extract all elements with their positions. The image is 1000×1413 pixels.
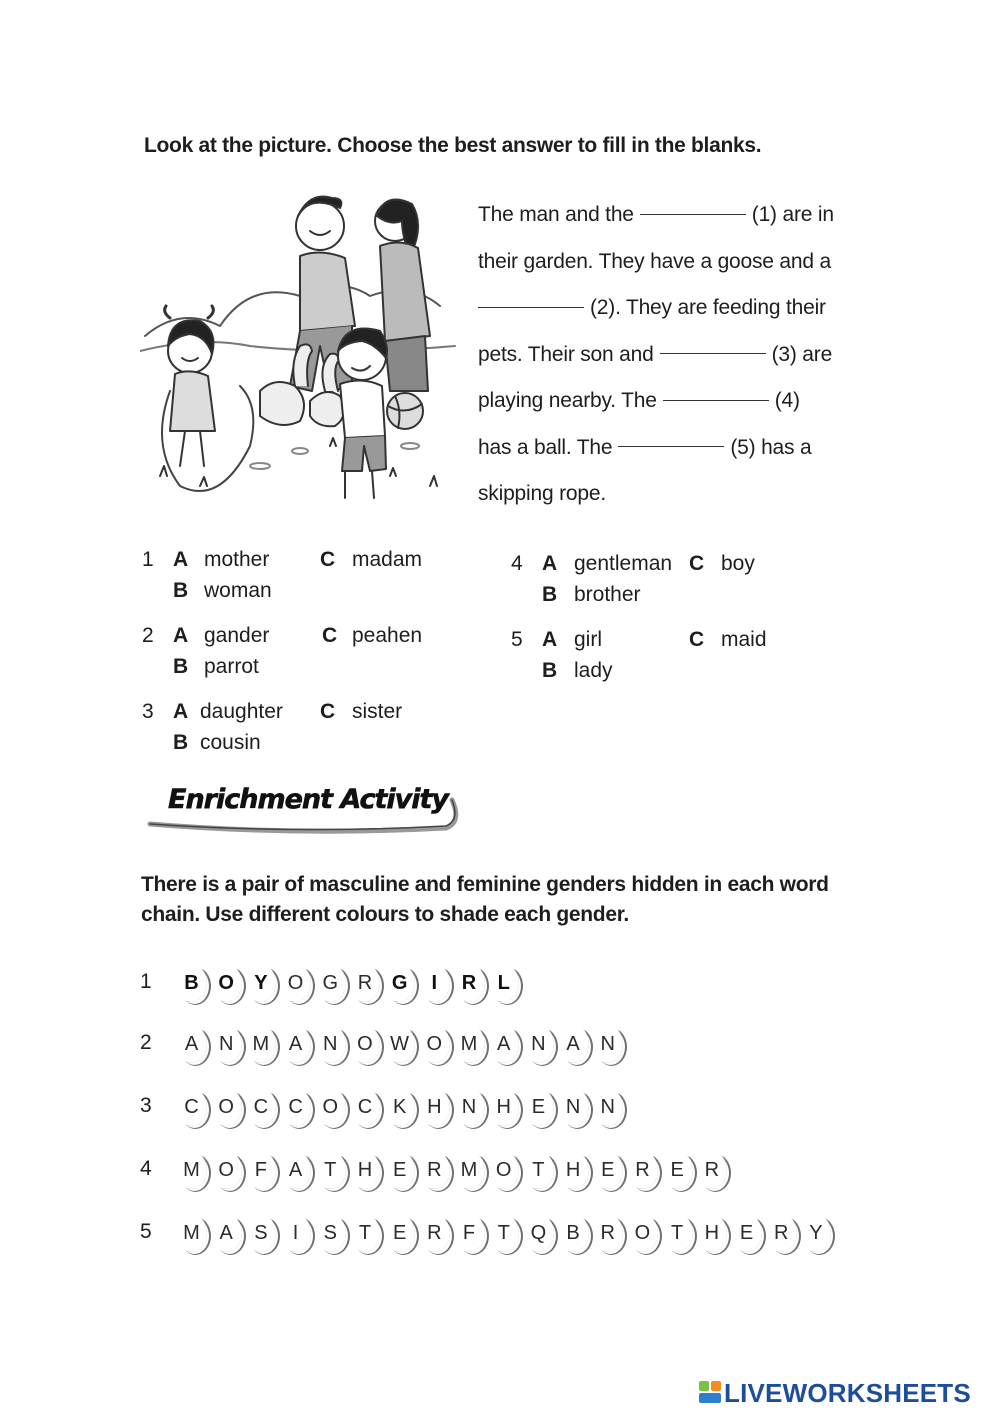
chain-2-letter-7[interactable]: W (384, 1025, 415, 1063)
option-4b[interactable]: brother (574, 583, 641, 606)
chain-5-letter-1[interactable]: M (176, 1214, 207, 1252)
chain-1-letter-4[interactable]: O (280, 964, 311, 1002)
option-4a[interactable]: gentleman (574, 552, 673, 575)
chain-3-letter-6[interactable]: C (349, 1088, 380, 1126)
chain-4-letter-15[interactable]: E (662, 1151, 693, 1189)
chain-4-letter-9[interactable]: M (454, 1151, 485, 1189)
passage-line-5: playing nearby. The (4) (478, 389, 800, 412)
option-3b[interactable]: cousin (200, 731, 261, 754)
chain-5-letter-15[interactable]: T (662, 1214, 693, 1252)
story-passage (478, 192, 878, 518)
chain-1-letter-9[interactable]: R (454, 964, 485, 1002)
chain-5-letter-18[interactable]: R (766, 1214, 797, 1252)
option-2b[interactable]: parrot (204, 655, 259, 678)
chain-4-letter-16[interactable]: R (696, 1151, 727, 1189)
chain-2-letter-11[interactable]: N (523, 1025, 554, 1063)
chain-4-letter-2[interactable]: O (211, 1151, 242, 1189)
blank-2[interactable] (478, 307, 584, 308)
family-garden-illustration (140, 186, 460, 516)
option-5c[interactable]: maid (721, 628, 767, 651)
passage-line-6: has a ball. The (5) has a (478, 435, 812, 459)
chain-5-letter-4[interactable]: I (280, 1214, 311, 1252)
blank-5[interactable] (618, 446, 724, 447)
chain-5-letter-8[interactable]: R (419, 1214, 450, 1252)
chain-4-letter-6[interactable]: H (349, 1151, 380, 1189)
chain-5-letter-14[interactable]: O (627, 1214, 658, 1252)
question-1: 1 A mother C madam B woman (142, 544, 462, 606)
chain-2-letter-9[interactable]: M (454, 1025, 485, 1063)
liveworksheets-logo-text: LIVEWORKSHEETS (724, 1378, 971, 1408)
instruction-text: Look at the picture. Choose the best answer to fill in the blanks. (144, 134, 762, 157)
liveworksheets-logo (698, 1378, 994, 1408)
passage-line-7: skipping rope. (478, 482, 606, 505)
option-1c[interactable]: madam (352, 548, 423, 571)
liveworksheets-logo-icon (698, 1380, 722, 1404)
chain-5-letter-2[interactable]: A (211, 1214, 242, 1252)
chain-1-letter-1[interactable]: B (176, 964, 207, 1002)
chain-3-letter-4[interactable]: C (280, 1088, 311, 1126)
chain-3-letter-9[interactable]: N (454, 1088, 485, 1126)
chain-5-letter-17[interactable]: E (731, 1214, 762, 1252)
chain-5-letter-13[interactable]: R (592, 1214, 623, 1252)
option-2a[interactable]: gander (204, 624, 270, 647)
blank-4[interactable] (663, 400, 769, 401)
option-3a[interactable]: daughter (200, 700, 283, 723)
chain-2-letter-3[interactable]: M (245, 1025, 276, 1063)
chain-5-letter-9[interactable]: F (454, 1214, 485, 1252)
option-5b[interactable]: lady (574, 659, 613, 682)
chain-3-letter-12[interactable]: N (558, 1088, 589, 1126)
question-4: 4 A gentleman C boy B brother (511, 548, 811, 610)
chain-5-letter-11[interactable]: Q (523, 1214, 554, 1252)
option-1a[interactable]: mother (204, 548, 270, 571)
worksheet-page: Look at the picture. Choose the best answer to fill in the blanks. The man and the (1) are in their garden. They have a goose and a (2). They are feeding their pets. Their son and (3) are playing nearby. The (4) has a ball. The (5) has a skipping rope. 1 A mother C madam B woman 2 A gander C peahen B parrot 3 A daughter C sister B cousin 4 A gentleman C boy B brother 5 A girl C maid B lady Enrichment Activity There is a pair of masculine and feminine genders hidden in each word chain. Use different colours to shade each gender. 1 B O Y O G R G I R L 2 A N M A N O W O M A N A N 3 C O C C O C K H N H E N N 4 M O F A T H E R M O T H E R E R 5 M A S I S T E R F T Q B R O T H E R Y LIVEWORKSHEETS (0, 0, 1000, 1413)
enrichment-activity-banner (146, 770, 462, 840)
chain-3-letter-5[interactable]: O (315, 1088, 346, 1126)
chain-4-letter-8[interactable]: R (419, 1151, 450, 1189)
passage-line-1: The man and the (1) are in (478, 203, 834, 226)
passage-line-4: pets. Their son and (3) are (478, 342, 833, 366)
passage-line-3: (2). They are feeding their (478, 285, 878, 332)
chain-3-letter-1[interactable]: C (176, 1088, 207, 1126)
chain-1-letter-3[interactable]: Y (245, 964, 276, 1002)
chain-3-letter-10[interactable]: H (488, 1088, 519, 1126)
chain-1-letter-2[interactable]: O (211, 964, 242, 1002)
chain-2-letter-12[interactable]: A (558, 1025, 589, 1063)
chain-5-letter-10[interactable]: T (488, 1214, 519, 1252)
chain-3-letter-2[interactable]: O (211, 1088, 242, 1126)
chain-4-letter-4[interactable]: A (280, 1151, 311, 1189)
question-3: 3 A daughter C sister B cousin (142, 696, 462, 758)
chain-4-letter-7[interactable]: E (384, 1151, 415, 1189)
chain-2-letter-2[interactable]: N (211, 1025, 242, 1063)
option-2c[interactable]: peahen (352, 624, 423, 647)
option-3c[interactable]: sister (352, 700, 403, 723)
chain-5-letter-6[interactable]: T (349, 1214, 380, 1252)
chain-5-letter-7[interactable]: E (384, 1214, 415, 1252)
chain-1-letter-7[interactable]: G (384, 964, 415, 1002)
chain-1-letter-10[interactable]: L (488, 964, 519, 1002)
chain-4-letter-1[interactable]: M (176, 1151, 207, 1189)
chain-4-letter-13[interactable]: E (592, 1151, 623, 1189)
chain-3-letter-7[interactable]: K (384, 1088, 415, 1126)
enrichment-activity-title: Enrichment Activity (168, 784, 449, 815)
option-5a[interactable]: girl (574, 628, 603, 651)
chain-1-letter-8[interactable]: I (419, 964, 450, 1002)
chain-3-letter-8[interactable]: H (419, 1088, 450, 1126)
chain-1-letter-6[interactable]: R (349, 964, 380, 1002)
chain-5-letter-12[interactable]: B (558, 1214, 589, 1252)
passage-line-2: their garden. They have a goose and a (478, 249, 831, 273)
chain-4-letter-12[interactable]: H (558, 1151, 589, 1189)
chain-4-letter-11[interactable]: T (523, 1151, 554, 1189)
enrichment-instruction: There is a pair of masculine and feminine genders hidden in each word chain. Use different colours to shade each gender. (141, 873, 829, 926)
chain-2-letter-10[interactable]: A (488, 1025, 519, 1063)
question-5: 5 A girl C maid B lady (511, 624, 811, 686)
question-2: 2 A gander C peahen B parrot (142, 620, 462, 682)
chain-1-letter-5[interactable]: G (315, 964, 346, 1002)
chain-3-letter-3[interactable]: C (245, 1088, 276, 1126)
chain-2-letter-13[interactable]: N (592, 1025, 623, 1063)
chain-3-letter-11[interactable]: E (523, 1088, 554, 1126)
chain-5-letter-5[interactable]: S (315, 1214, 346, 1252)
chain-4-letter-10[interactable]: O (488, 1151, 519, 1189)
option-1b[interactable]: woman (204, 579, 272, 602)
chain-2-letter-6[interactable]: O (349, 1025, 380, 1063)
chain-3-letter-13[interactable]: N (592, 1088, 623, 1126)
chain-2-letter-1[interactable]: A (176, 1025, 207, 1063)
chain-5-letter-19[interactable]: Y (800, 1214, 831, 1252)
option-4c[interactable]: boy (721, 552, 755, 575)
chain-5-letter-16[interactable]: H (696, 1214, 727, 1252)
chain-2-letter-4[interactable]: A (280, 1025, 311, 1063)
chain-4-letter-5[interactable]: T (315, 1151, 346, 1189)
chain-4-letter-14[interactable]: R (627, 1151, 658, 1189)
chain-2-letter-8[interactable]: O (419, 1025, 450, 1063)
blank-1[interactable] (640, 214, 746, 215)
chain-2-letter-5[interactable]: N (315, 1025, 346, 1063)
chain-4-letter-3[interactable]: F (245, 1151, 276, 1189)
blank-3[interactable] (660, 353, 766, 354)
chain-5-letter-3[interactable]: S (245, 1214, 276, 1252)
